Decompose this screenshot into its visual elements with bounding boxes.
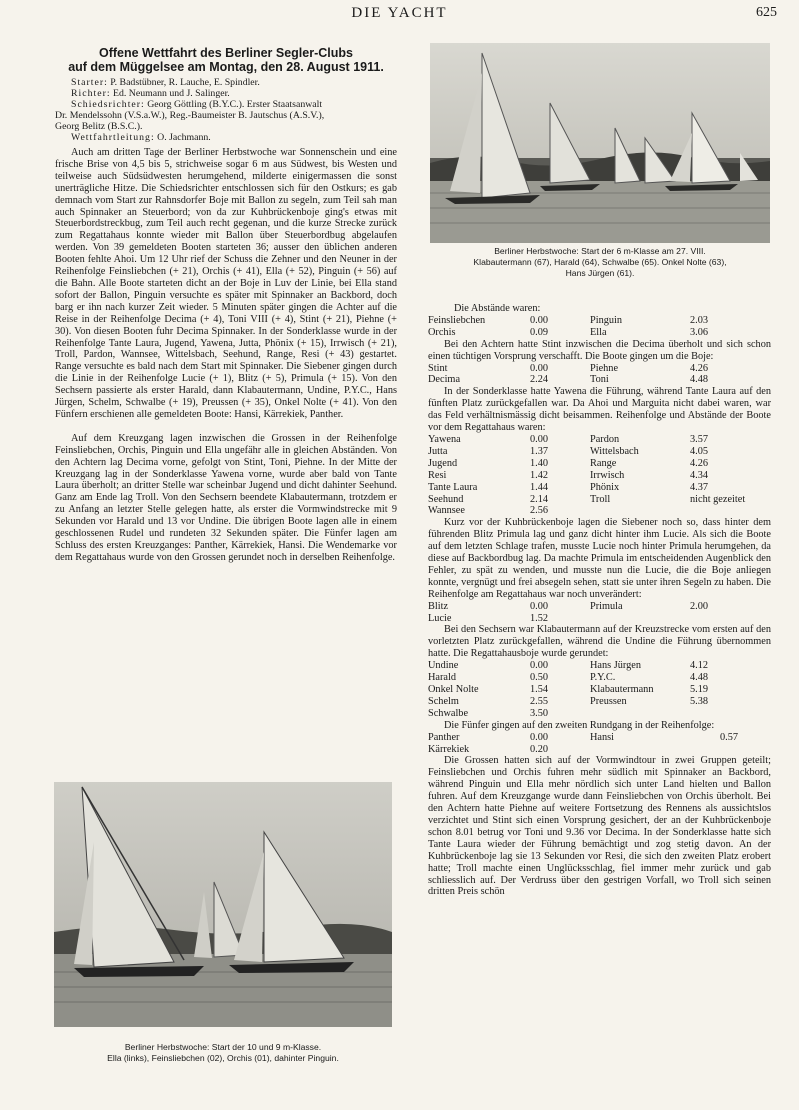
schiedsrichter-line: Schiedsrichter: Georg Göttling (B.Y.C.). Erster Staatsanwalt [71,99,323,110]
sailboats-illustration [430,43,770,243]
schiedsrichter-line-3: Georg Belitz (B.S.C.). [55,121,143,132]
standings-table-sechser [428,660,728,720]
table-row: Schelm 2.55 Preussen 5.38 [428,695,709,707]
starter-line: Starter: P. Badstübner, R. Lauche, E. Spindler. [71,77,260,88]
table-row: Feinsliebchen 0.00 Pinguin 2.03 [428,314,709,326]
table-row: Undine 0.00 Hans Jürgen 4.12 [428,660,709,672]
body-paragraph: Bei den Sechsern war Klabautermann auf der Kreuzstrecke vom ersten auf den vorletzten Platz zurückgefallen, während die Undine die Führung übernommen hatte. Die Regattahausboje wurde gerundet: [428,624,771,660]
table-row: Resi 1.42 Irrwisch 4.34 [428,469,709,481]
table-row: Blitz 0.00 Primula 2.00 [428,600,709,612]
photo-10-9m-class-start [54,782,392,1027]
table-row: Panther 0.00 Hansi 0.57 [428,731,739,743]
table-row: Jutta 1.37 Wittelsbach 4.05 [428,445,709,457]
body-paragraph: Kurz vor der Kuhbrückenboje lagen die Siebener noch so, dass hinter dem führenden Blitz Primula lag und ganz dicht hinter ihm Lucie. Als sich die Boote auf dem letzten Schlage trafen, musste Lucie noch hinter Primula herumgehen, da diese auf Backbordbug lag. Da machte Primula im entscheidenden Augenblick den Fehler, zu spät zu wenden, und musste nun die Lucie, die die Boje anliegen konnte, vergnügt und frei absegeln sehen, statt sie unter ihren Segeln zu haben. Die Reihenfolge am Regattahaus war noch unverändert: [428,517,771,600]
table-row: Tante Laura 1.44 Phönix 4.37 [428,481,709,493]
right-column [428,303,771,898]
sailboats-illustration [54,782,392,1027]
abstaende-intro: Die Abstände waren: [454,303,541,314]
bottom-photo-caption: Berliner Herbstwoche: Start der 10 und 9 m-Klasse. Ella (links), Feinsliebchen (02), Orchis (01), dahinter Pinguin. [107,1042,339,1063]
body-paragraph: Auch am dritten Tage der Berliner Herbstwoche war Sonnenschein und eine frische Brise von 4,5 bis 5, strichweise sogar 6 m aus Südwest, bis Westen und teilweise auch Südsüdwesten herumgehend, milderte einigermassen die sonst unerträgliche Hitze. Die Schiedsrichter entschlossen sich für den Ostkurs; es gab demnach vom Start zur Rahnsdorfer Boje mit Ballon zu segeln, zum Teil sah man auch Spinnaker an Steuerbord; von da zur Kuhbrückenboje ging's etwas mit Steuerbordstreckbug, zum Teil auch recht gegenan, und die kurze Strecke zurück zum Regattahaus konnte wieder mit Ballon über Steuerbordbug abgelaufen werden. Von 39 gemeldeten Booten starteten 36; ausser den üblichen anderen Booten fehlte Ahoi. Um 12 Uhr rief der Schuss die Zehner und den Neuner in der Reihenfolge Feinsliebchen (+ 21), Orchis (+ 41), Ella (+ 52), Pinguin (+ 56) auf die Bahn. Alle Boote starteten dicht an der Boje in Luv der Linie, bei Ella stand sofort der Ballon, Pinguin versuchte es später mit Spinnaker an Backbord, doch barg er ihn nach kurzer Zeit wieder. 5 Minuten später gingen die Achter auf die Reise in der Reihenfolge Decima (+ 4), Toni VIII (+ 4), Stint (+ 21), Piehne (+ 30). Von diesen Booten fuhr Decima Spinnaker. In der Sonderklasse wurde in der Reihenfolge Tante Laura, Jugend, Yawena, Jutta, Phönix (+ 15), Irrwisch (+ 21), Troll, Pardon, Wannsee, Wittelsbach, Seehund, Range, Resi (+ 43) gestartet. Range versuchte es bald nach dem Start mit Spinnaker. Die Siebener gingen durch die Linie in der Reihenfolge Lucie (+ 1), Blitz (+ 5), Primula (+ 15). Von den Sechsern passierte als erster Harald, dann Klabautermann, Undine, P.Y.C., Hans Jürgen, Schelm, Schwalbe (+ 19), Preussen (+ 35), Onkel Nolte (+ 41). Von den Fünfern erschienen alle gemeldeten Boote: Hansi, Kärrekiek, Panther. [55,147,397,420]
top-photo-caption: Berliner Herbstwoche: Start der 6 m-Klasse am 27. VIII. Klabautermann (67), Harald (64), Schwalbe (65). Onkel Nolte (63), Hans Jürgen (61). [473,246,727,278]
officials-block [55,77,397,143]
standings-table-achter [428,363,728,387]
body-paragraph: Die Grossen hatten sich auf der Vormwindtour in zwei Gruppen geteilt; Feinsliebchen und Orchis fuhren mehr südlich mit Spinnaker an Backbord, während Pinguin und Ella mehr nördlich sich unter Land hielten und Ballon fuhren. Auf dem Kreuzgange wurde dann Feinsliebchen von Orchis überholt. Bei den Achtern hatte Piehne auf weitere Fortsetzung des Rennens als aussichtslos verzichtet und Stint sich einen Vorsprung gesichert, der an der Kuhbrückenboje schon 8.01 betrug vor Toni und 9.36 vor Decima. In der Sonderklasse hatte sich Tante Laura wieder der Führung bemächtigt und zog stetig davon. An der Kuhbrückenboje lag sie 13 Sekunden vor Resi, die sich den zweiten Platz erobert hatte; Troll machte einen Unglücksschlag, fiel immer mehr zurück und gab schliesslich auf. Der Verdruss über den gestrigen Vorfall, wo Troll sich seinen dritten Preis schön [428,755,771,898]
table-row: Onkel Nolte 1.54 Klabautermann 5.19 [428,684,709,695]
table-row: Seehund 2.14 Troll nicht gezeitet [428,493,746,505]
photo-6m-class-start [430,43,770,243]
table-row: Kärrekiek 0.20 [428,743,549,755]
richter-line: Richter: Ed. Neumann und J. Salinger. [71,88,230,99]
table-row: Lucie 1.52 [428,612,549,624]
table-row: Wannsee 2.56 [428,505,549,517]
wettfahrtleitung-line: Wettfahrtleitung: O. Jachmann. [71,132,211,143]
standings-table-sonderklasse [428,434,758,517]
body-paragraph: Die Fünfer gingen auf den zweiten Rundgang in der Reihenfolge: [444,719,715,731]
left-column [55,46,397,564]
table-row: Harald 0.50 P.Y.C. 4.48 [428,672,709,684]
table-row: Jugend 1.40 Range 4.26 [428,457,709,469]
table-row: Schwalbe 3.50 [428,707,549,719]
standings-table-grosse [428,315,728,339]
journal-title: DIE YACHT [351,5,448,21]
body-paragraph: Auf dem Kreuzgang lagen inzwischen die Grossen in der Reihenfolge Feinsliebchen, Orchis, Pinguin und Ella ungefähr alle in gleichen Abständen. Von den Achtern lag Decima vorne, gefolgt von Stint, Toni, Piehne. In der Mitte der Kreuzgang lag in der Sonderklasse Yawena vorne, wurde aber bald von Tante Laura überholt; an dritter Stelle war scheinbar Jugend und dicht dahinter Seehund. Ganz am Ende lag Troll. Von den Sechsern beendete Klabautermann, trotzdem er zu Anfang an letzter Stelle gelegen hatte, als erster die Vormwindstrecke mit 9 Sekunden vor Harald und 13 vor Undine. Die übrigen Boote lagen alle in einem geschlossenen Rudel und rundeten 32 Sekunden später. Die Fünfer lagen am Schluss des ersten Kreuzganges: Panther, Kärrekiek, Hansi. Die Wendemarke vor dem Regattahaus wurde von den Grossen gerundet noch in derselben Reihenfolge. [55,432,397,563]
article-title-line-2: auf dem Müggelsee am Montag, den 28. August 1911. [68,60,384,74]
schiedsrichter-line-2: Dr. Mendelssohn (V.S.a.W.), Reg.-Baumeister B. Jautschus (A.S.V.), [55,110,325,121]
table-row: Stint 0.00 Piehne 4.26 [428,362,709,374]
table-row: Orchis 0.09 Ella 3.06 [428,326,709,338]
standings-table-fuenfer [428,732,758,756]
table-row: Yawena 0.00 Pardon 3.57 [428,433,709,445]
table-row: Decima 2.24 Toni 4.48 [428,374,709,386]
body-paragraph: In der Sonderklasse hatte Yawena die Führung, während Tante Laura auf den fünften Platz zurückgefallen war. Da Ahoi und Marguita nicht dabei waren, war das Feld verhältnismässig dicht beisammen. Reihenfolge und Abstände der Boote vor dem Regattahaus waren: [428,386,771,434]
page-number: 625 [756,5,777,20]
article-title-line-1: Offene Wettfahrt des Berliner Segler-Clubs [99,46,353,60]
standings-table-siebener [428,601,728,625]
body-paragraph: Bei den Achtern hatte Stint inzwischen die Decima überholt und sich schon einen tüchtigen Vorsprung verschafft. Die Boote gingen um die Boje: [428,338,771,362]
article-title [55,46,397,74]
